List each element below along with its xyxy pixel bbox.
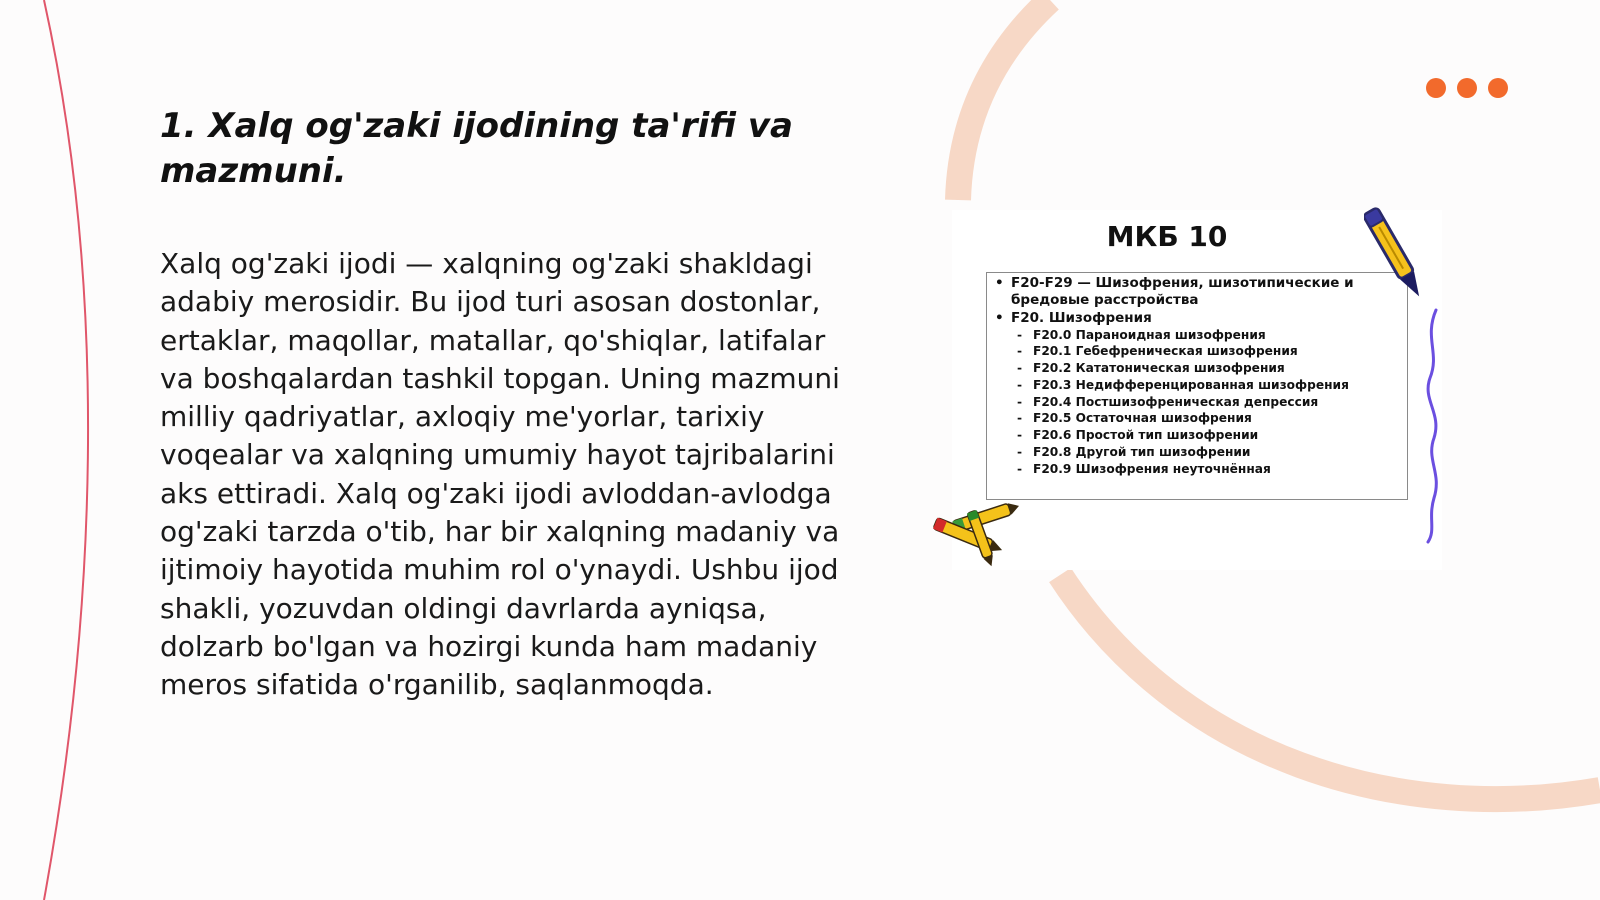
icd10-title: МКБ 10: [1106, 220, 1228, 253]
dash-icon: -: [1017, 411, 1023, 426]
list-subitem-text: F20.0 Параноидная шизофрения: [1033, 327, 1266, 342]
icd10-list-box: [986, 272, 1408, 500]
menu-dots[interactable]: [1426, 78, 1508, 98]
list-subitem: [993, 377, 1399, 394]
list-subitem-text: F20.8 Другой тип шизофрении: [1033, 445, 1251, 460]
dash-icon: -: [1017, 428, 1023, 443]
dash-icon: -: [1017, 327, 1023, 342]
list-subitem-text: F20.5 Остаточная шизофрения: [1033, 411, 1252, 426]
slide-body-text: Xalq og'zaki ijodi — xalqning og'zaki shakldagi adabiy merosidir. Bu ijod turi asosan dostonlar, ertaklar, maqollar, matallar, qo'shiqlar, latifalar va boshqalardan tashkil topgan. Uning mazmuni milliy qadriyatlar, axloqiy me'yorlar, tarixiy voqealar va xalqning umumiy hayot tajribalarini aks ettiradi. Xalq og'zaki ijodi avloddan-avlodga og'zaki tarzda o'tib, har bir xalqning madaniy va ijtimoiy hayotida muhim rol o'ynaydi. Ushbu ijod shakli, yozuvdan oldingi davrlarda ayniqsa, dolzarb bo'lgan va hozirgi kunda ham madaniy meros sifatida o'rganilib, saqlanmoqda.: [160, 247, 840, 702]
pencils-icon: [928, 500, 1028, 570]
list-subitem-text: F20.6 Простой тип шизофрении: [1033, 428, 1259, 443]
dash-icon: -: [1017, 445, 1023, 460]
list-subitem-text: F20.9 Шизофрения неуточнённая: [1033, 461, 1271, 476]
list-item-text: F20-F29 — Шизофрения, шизотипические и бредовые расстройства: [1011, 275, 1354, 308]
dot-icon: [1426, 78, 1446, 98]
list-subitem-text: F20.1 Гебефреническая шизофрения: [1033, 344, 1298, 359]
peach-arc-bottom: [1060, 575, 1600, 799]
list-subitem-text: F20.2 Кататоническая шизофрения: [1033, 361, 1285, 376]
dash-icon: -: [1017, 377, 1023, 392]
list-subitem-text: F20.4 Постшизофреническая депрессия: [1033, 394, 1319, 409]
icd10-image: [952, 210, 1442, 570]
peach-arc-top: [958, 0, 1050, 200]
bullet-icon: •: [995, 275, 1004, 291]
dash-icon: -: [1017, 461, 1023, 476]
list-item: [993, 310, 1399, 327]
list-subitem: [993, 461, 1399, 478]
list-subitem: [993, 343, 1399, 360]
left-border-curve: [44, 0, 88, 900]
list-subitem: [993, 410, 1399, 427]
icd10-list: [993, 275, 1399, 478]
bullet-icon: •: [995, 310, 1004, 326]
list-item: [993, 275, 1399, 308]
list-subitem: [993, 427, 1399, 444]
list-subitem: [993, 360, 1399, 377]
list-subitem: [993, 394, 1399, 411]
dash-icon: -: [1017, 394, 1023, 409]
list-subitem: [993, 327, 1399, 344]
list-item-text: F20. Шизофрения: [1011, 310, 1152, 326]
pen-icon: [1364, 198, 1430, 314]
dot-icon: [1488, 78, 1508, 98]
dot-icon: [1457, 78, 1477, 98]
list-subitem: [993, 444, 1399, 461]
dash-icon: -: [1017, 361, 1023, 376]
slide-title: 1. Xalq og'zaki ijodining ta'rifi va mazmuni.: [160, 106, 793, 191]
dash-icon: -: [1017, 344, 1023, 359]
list-subitem-text: F20.3 Недифференцированная шизофрения: [1033, 377, 1349, 392]
squiggle-icon: [1422, 308, 1446, 544]
